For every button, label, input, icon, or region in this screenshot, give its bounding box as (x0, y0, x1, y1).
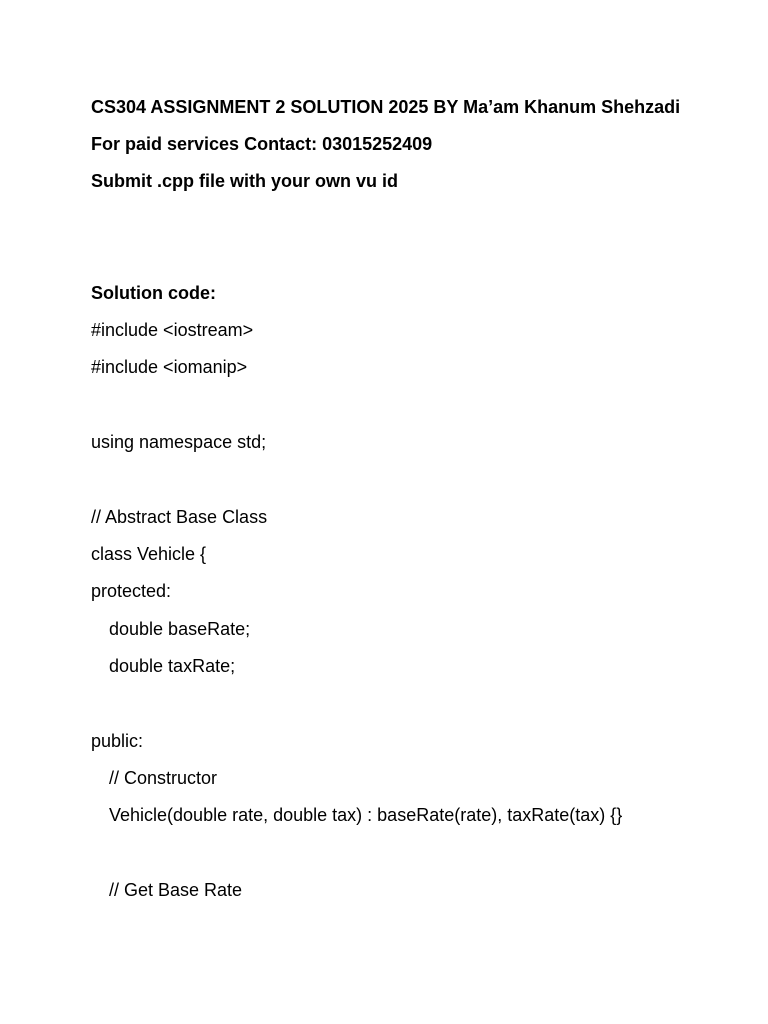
code-line: public: (91, 731, 144, 751)
code-line: // Abstract Base Class (91, 507, 268, 527)
code-line: Vehicle(double rate, double tax) : baseRate(rate), taxRate(tax) {} (109, 805, 623, 825)
code-line: // Get Base Rate (109, 880, 243, 900)
solution-heading: Solution code: (91, 283, 216, 303)
code-line: class Vehicle { (91, 544, 207, 564)
code-line: // Constructor (109, 768, 218, 788)
code-line: using namespace std; (91, 432, 267, 452)
contact-line: For paid services Contact: 03015252409 (91, 134, 433, 154)
submission-instruction: Submit .cpp file with your own vu id (91, 171, 399, 191)
code-line: protected: (91, 581, 172, 601)
code-line: double taxRate; (109, 656, 236, 676)
code-line: #include <iomanip> (91, 357, 248, 377)
document-title: CS304 ASSIGNMENT 2 SOLUTION 2025 BY Ma’am Khanum Shehzadi (91, 97, 681, 117)
code-line: double baseRate; (109, 619, 251, 639)
code-line: #include <iostream> (91, 320, 254, 340)
